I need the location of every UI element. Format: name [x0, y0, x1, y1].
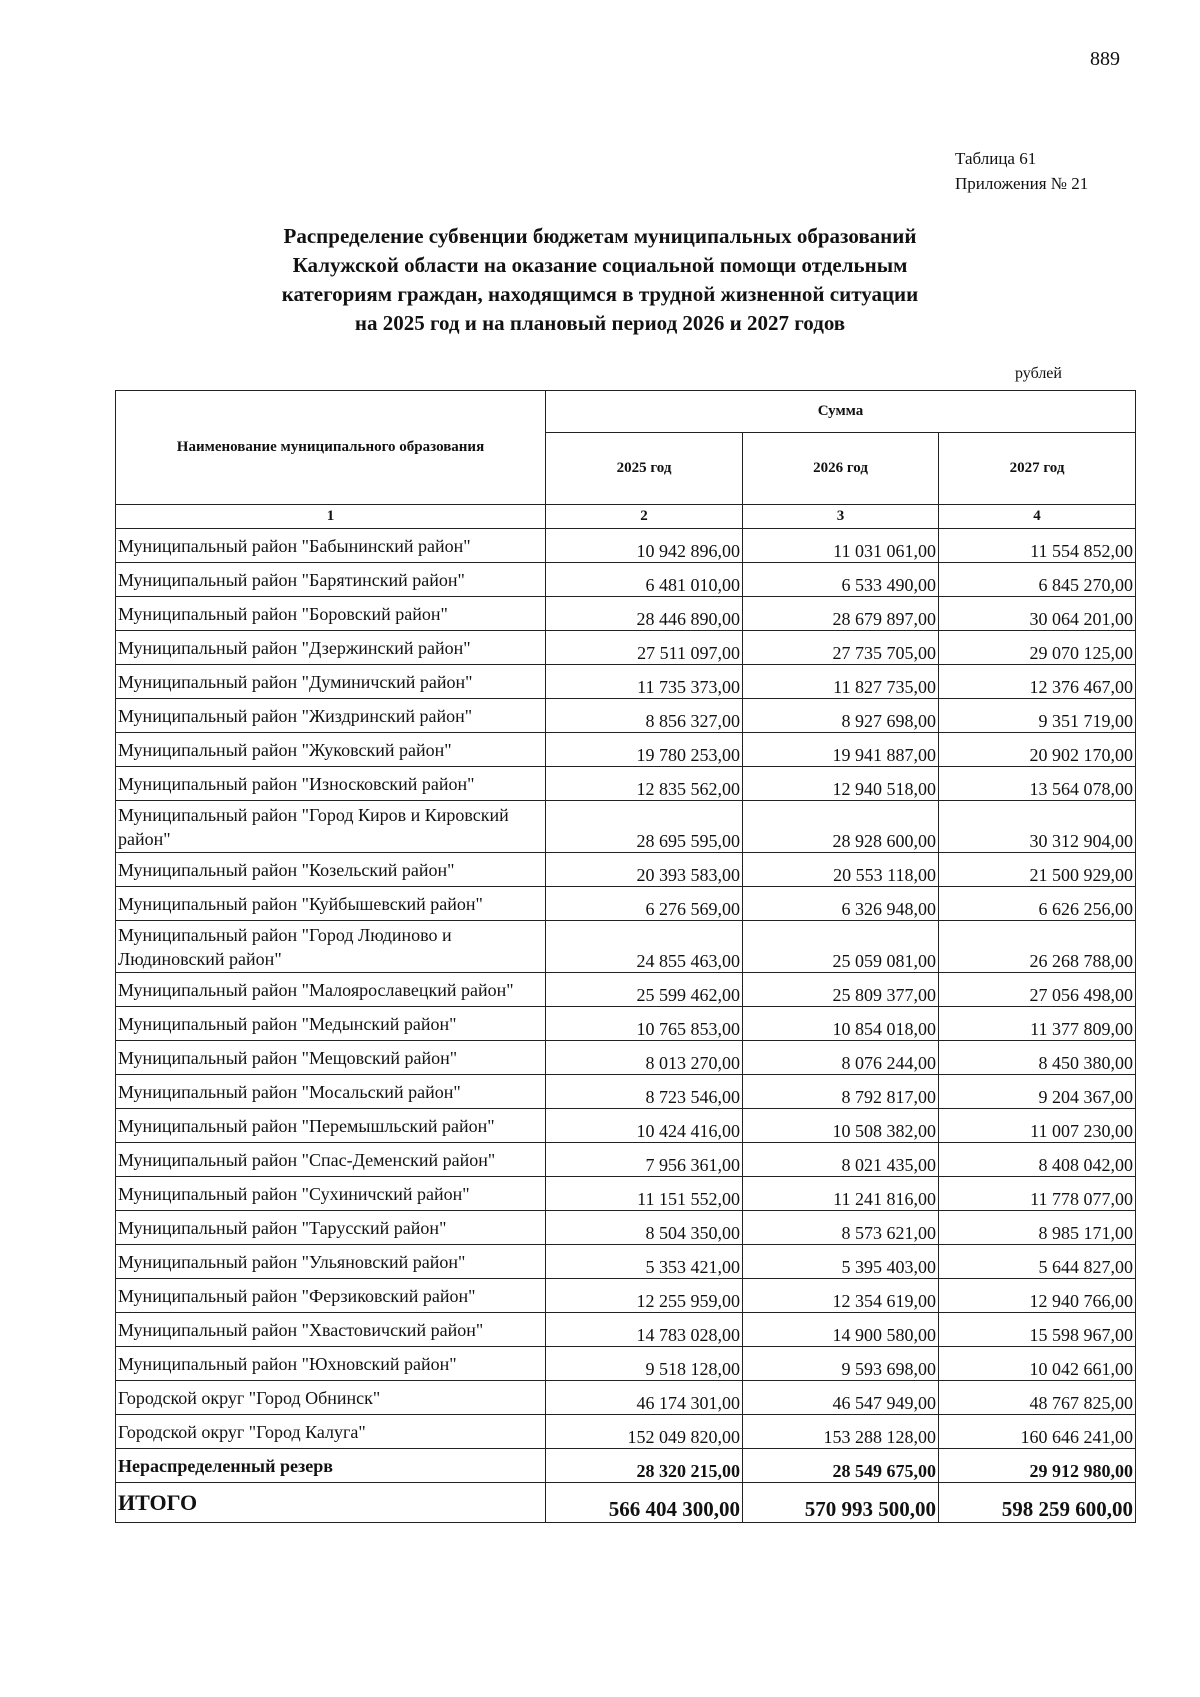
row-name: Муниципальный район "Спас-Деменский район" [116, 1143, 546, 1177]
row-value-2025: 12 255 959,00 [546, 1279, 743, 1313]
table-row [116, 665, 1136, 699]
row-value-2026: 25 809 377,00 [743, 973, 939, 1007]
title-line1: Распределение субвенции бюджетам муниципальных образований [283, 224, 917, 248]
row-value-2025: 14 783 028,00 [546, 1313, 743, 1347]
row-name: Нераспределенный резерв [116, 1449, 546, 1483]
row-value-2026: 11 031 061,00 [743, 529, 939, 563]
row-value-2027: 8 450 380,00 [939, 1041, 1136, 1075]
row-value-2026: 8 076 244,00 [743, 1041, 939, 1075]
row-value-2026: 28 928 600,00 [743, 801, 939, 853]
row-value-2026: 8 573 621,00 [743, 1211, 939, 1245]
row-name: Муниципальный район "Хвастовичский район" [116, 1313, 546, 1347]
row-value-2026: 20 553 118,00 [743, 853, 939, 887]
header-year-2027: 2027 год [939, 433, 1136, 505]
row-value-2026: 27 735 705,00 [743, 631, 939, 665]
table-row [116, 853, 1136, 887]
row-value-2025: 8 013 270,00 [546, 1041, 743, 1075]
row-name: Муниципальный район "Куйбышевский район" [116, 887, 546, 921]
table-row [116, 767, 1136, 801]
table-row [116, 1347, 1136, 1381]
row-value-2027: 11 007 230,00 [939, 1109, 1136, 1143]
table-row [116, 1211, 1136, 1245]
row-value-2026: 6 533 490,00 [743, 563, 939, 597]
table-row [116, 1245, 1136, 1279]
row-name: Муниципальный район "Малоярославецкий район" [116, 973, 546, 1007]
row-value-2025: 28 446 890,00 [546, 597, 743, 631]
row-name: Муниципальный район "Дзержинский район" [116, 631, 546, 665]
row-value-2027: 29 070 125,00 [939, 631, 1136, 665]
row-value-2027: 11 377 809,00 [939, 1007, 1136, 1041]
row-value-2027: 8 408 042,00 [939, 1143, 1136, 1177]
row-value-2025: 8 856 327,00 [546, 699, 743, 733]
table-ref-line2: Приложения № 21 [955, 174, 1089, 193]
column-index: 3 [743, 505, 939, 529]
page-title [150, 222, 1050, 338]
row-name: Муниципальный район "Ульяновский район" [116, 1245, 546, 1279]
table-row [116, 1041, 1136, 1075]
row-name: Муниципальный район "Износковский район" [116, 767, 546, 801]
table-row [116, 973, 1136, 1007]
row-value-2025: 6 481 010,00 [546, 563, 743, 597]
row-value-2025: 46 174 301,00 [546, 1381, 743, 1415]
row-value-2025: 28 320 215,00 [546, 1449, 743, 1483]
table-row [116, 1109, 1136, 1143]
row-name: Муниципальный район "Жиздринский район" [116, 699, 546, 733]
column-index: 2 [546, 505, 743, 529]
row-name: Муниципальный район "Юхновский район" [116, 1347, 546, 1381]
row-value-2027: 9 204 367,00 [939, 1075, 1136, 1109]
column-index: 1 [116, 505, 546, 529]
row-name: Муниципальный район "Сухиничский район" [116, 1177, 546, 1211]
header-name-col: Наименование муниципального образования [116, 391, 546, 505]
row-value-2027: 598 259 600,00 [939, 1483, 1136, 1523]
row-value-2026: 19 941 887,00 [743, 733, 939, 767]
row-value-2025: 25 599 462,00 [546, 973, 743, 1007]
row-value-2026: 46 547 949,00 [743, 1381, 939, 1415]
table-reference [955, 146, 1088, 196]
row-value-2027: 6 626 256,00 [939, 887, 1136, 921]
units-label: рублей [1015, 365, 1062, 382]
table-row [116, 1075, 1136, 1109]
row-value-2025: 28 695 595,00 [546, 801, 743, 853]
row-value-2026: 153 288 128,00 [743, 1415, 939, 1449]
row-name: Муниципальный район "Медынский район" [116, 1007, 546, 1041]
table-row [116, 1415, 1136, 1449]
table-row [116, 801, 1136, 853]
row-value-2026: 9 593 698,00 [743, 1347, 939, 1381]
row-value-2026: 10 854 018,00 [743, 1007, 939, 1041]
row-name: Муниципальный район "Жуковский район" [116, 733, 546, 767]
row-value-2026: 5 395 403,00 [743, 1245, 939, 1279]
table-row [116, 699, 1136, 733]
table-row [116, 631, 1136, 665]
table-row [116, 921, 1136, 973]
row-value-2027: 29 912 980,00 [939, 1449, 1136, 1483]
row-value-2025: 10 942 896,00 [546, 529, 743, 563]
table-row [116, 597, 1136, 631]
row-value-2027: 11 554 852,00 [939, 529, 1136, 563]
row-value-2027: 11 778 077,00 [939, 1177, 1136, 1211]
row-value-2025: 11 735 373,00 [546, 665, 743, 699]
row-value-2026: 14 900 580,00 [743, 1313, 939, 1347]
row-value-2026: 570 993 500,00 [743, 1483, 939, 1523]
row-value-2026: 11 241 816,00 [743, 1177, 939, 1211]
table-row [116, 733, 1136, 767]
table-row [116, 1007, 1136, 1041]
row-name: Городской округ "Город Обнинск" [116, 1381, 546, 1415]
row-value-2027: 6 845 270,00 [939, 563, 1136, 597]
row-value-2026: 8 927 698,00 [743, 699, 939, 733]
row-name: Муниципальный район "Ферзиковский район" [116, 1279, 546, 1313]
row-value-2027: 10 042 661,00 [939, 1347, 1136, 1381]
row-name: Муниципальный район "Барятинский район" [116, 563, 546, 597]
row-value-2025: 8 723 546,00 [546, 1075, 743, 1109]
row-value-2027: 26 268 788,00 [939, 921, 1136, 973]
row-value-2027: 20 902 170,00 [939, 733, 1136, 767]
total-row [116, 1483, 1136, 1523]
row-name: Муниципальный район "Бабынинский район" [116, 529, 546, 563]
row-value-2026: 11 827 735,00 [743, 665, 939, 699]
row-value-2027: 30 312 904,00 [939, 801, 1136, 853]
row-value-2026: 10 508 382,00 [743, 1109, 939, 1143]
row-value-2025: 5 353 421,00 [546, 1245, 743, 1279]
row-value-2026: 28 549 675,00 [743, 1449, 939, 1483]
row-value-2027: 12 940 766,00 [939, 1279, 1136, 1313]
table-row [116, 1381, 1136, 1415]
subvention-table [115, 390, 1136, 1523]
table-row [116, 1143, 1136, 1177]
row-value-2027: 12 376 467,00 [939, 665, 1136, 699]
row-value-2027: 9 351 719,00 [939, 699, 1136, 733]
row-value-2027: 8 985 171,00 [939, 1211, 1136, 1245]
row-value-2025: 12 835 562,00 [546, 767, 743, 801]
table-row [116, 1177, 1136, 1211]
table-ref-line1: Таблица 61 [955, 149, 1037, 168]
row-value-2025: 152 049 820,00 [546, 1415, 743, 1449]
row-value-2026: 12 940 518,00 [743, 767, 939, 801]
header-sum-group: Сумма [546, 391, 1136, 433]
row-name: Муниципальный район "Мещовский район" [116, 1041, 546, 1075]
table-row [116, 529, 1136, 563]
row-name: Муниципальный район "Козельский район" [116, 853, 546, 887]
row-value-2027: 27 056 498,00 [939, 973, 1136, 1007]
row-value-2025: 11 151 552,00 [546, 1177, 743, 1211]
row-value-2027: 48 767 825,00 [939, 1381, 1136, 1415]
table-row [116, 1313, 1136, 1347]
row-value-2025: 20 393 583,00 [546, 853, 743, 887]
table-row [116, 1279, 1136, 1313]
row-name: Муниципальный район "Перемышльский район" [116, 1109, 546, 1143]
row-value-2027: 21 500 929,00 [939, 853, 1136, 887]
title-line2: Калужской области на оказание социальной помощи отдельным [292, 253, 908, 277]
row-value-2026: 25 059 081,00 [743, 921, 939, 973]
row-value-2025: 8 504 350,00 [546, 1211, 743, 1245]
header-year-2026: 2026 год [743, 433, 939, 505]
row-value-2025: 10 424 416,00 [546, 1109, 743, 1143]
row-value-2025: 27 511 097,00 [546, 631, 743, 665]
table-row [116, 887, 1136, 921]
title-line3: категориям граждан, находящимся в трудной жизненной ситуации [281, 282, 919, 306]
row-value-2027: 30 064 201,00 [939, 597, 1136, 631]
row-name: Муниципальный район "Думиничский район" [116, 665, 546, 699]
row-value-2025: 10 765 853,00 [546, 1007, 743, 1041]
title-line4: на 2025 год и на плановый период 2026 и 2027 годов [354, 311, 846, 335]
row-name: Муниципальный район "Тарусский район" [116, 1211, 546, 1245]
row-name: ИТОГО [116, 1483, 546, 1523]
row-value-2026: 8 792 817,00 [743, 1075, 939, 1109]
row-value-2025: 9 518 128,00 [546, 1347, 743, 1381]
row-name: Муниципальный район "Мосальский район" [116, 1075, 546, 1109]
row-value-2026: 6 326 948,00 [743, 887, 939, 921]
row-value-2025: 566 404 300,00 [546, 1483, 743, 1523]
row-name: Муниципальный район "Боровский район" [116, 597, 546, 631]
column-index: 4 [939, 505, 1136, 529]
page-number: 889 [1090, 48, 1120, 70]
row-value-2025: 7 956 361,00 [546, 1143, 743, 1177]
table-row [116, 563, 1136, 597]
row-value-2026: 8 021 435,00 [743, 1143, 939, 1177]
row-value-2027: 5 644 827,00 [939, 1245, 1136, 1279]
row-value-2025: 6 276 569,00 [546, 887, 743, 921]
row-name: Муниципальный район "Город Киров и Кировский район" [116, 801, 546, 853]
row-value-2026: 28 679 897,00 [743, 597, 939, 631]
row-value-2026: 12 354 619,00 [743, 1279, 939, 1313]
row-value-2025: 24 855 463,00 [546, 921, 743, 973]
row-value-2025: 19 780 253,00 [546, 733, 743, 767]
row-name: Городской округ "Город Калуга" [116, 1415, 546, 1449]
row-value-2027: 15 598 967,00 [939, 1313, 1136, 1347]
row-value-2027: 13 564 078,00 [939, 767, 1136, 801]
header-year-2025: 2025 год [546, 433, 743, 505]
row-value-2027: 160 646 241,00 [939, 1415, 1136, 1449]
reserve-row [116, 1449, 1136, 1483]
row-name: Муниципальный район "Город Людиново и Людиновский район" [116, 921, 546, 973]
